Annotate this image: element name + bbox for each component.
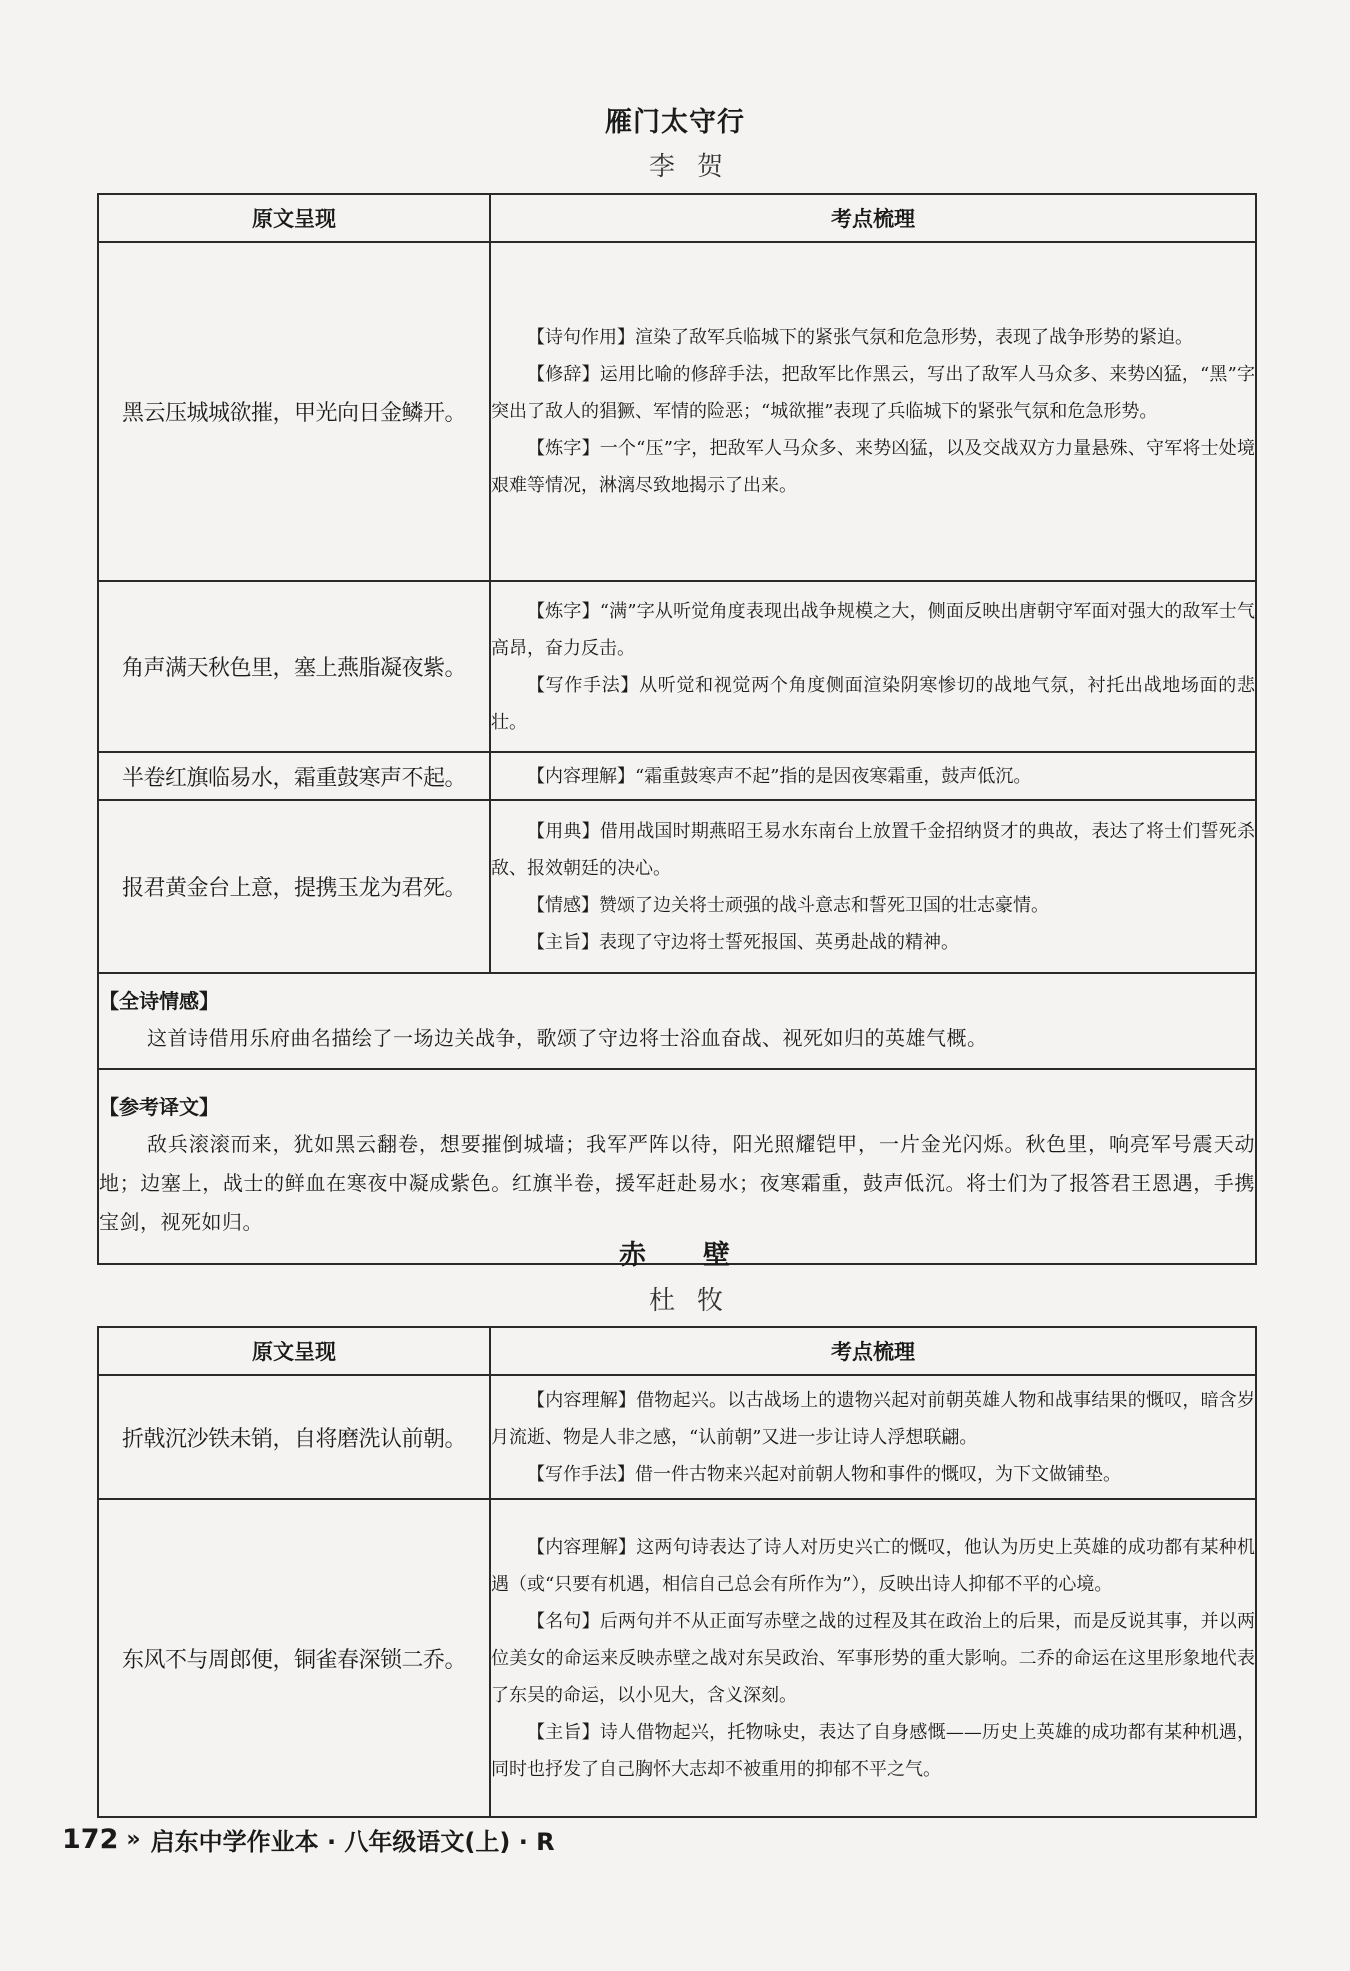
page-footer: [62, 1822, 555, 1857]
emotion-heading: 【全诗情感】: [99, 988, 219, 1013]
table-row: [98, 1375, 1256, 1499]
poem2-table: [97, 1326, 1257, 1818]
note-item: 【炼字】一个“压”字，把敌军人马众多、来势凶猛，以及交战双方力量悬殊、守军将士处境艰难等情况，淋漓尽致地揭示了出来。: [491, 438, 1255, 496]
col-header-original: 原文呈现: [98, 194, 490, 242]
notes-cell: [490, 1499, 1256, 1817]
notes-cell: [490, 1375, 1256, 1499]
table-header-row: [98, 194, 1256, 242]
note-item: 【修辞】运用比喻的修辞手法，把敌军比作黑云，写出了敌军人马众多、来势凶猛，“黑”字突出了敌人的猖獗、军情的险恶；“城欲摧”表现了兵临城下的紧张气氛和危急形势。: [491, 364, 1255, 422]
note-item: 【名句】后两句并不从正面写赤壁之战的过程及其在政治上的后果，而是反说其事，并以两位美女的命运来反映赤壁之战对东吴政治、军事形势的重大影响。二乔的命运在这里形象地代表了东吴的命运，以小见大，含义深刻。: [491, 1610, 1255, 1706]
book-title: 启东中学作业本 · 八年级语文(上) · R: [150, 1828, 555, 1856]
table-header-row: [98, 1327, 1256, 1375]
poem1-table: [97, 193, 1257, 1265]
original-line: 半卷红旗临易水，霜重鼓寒声不起。: [98, 752, 490, 800]
emotion-text: 这首诗借用乐府曲名描绘了一场边关战争，歌颂了守边将士浴血奋战、视死如归的英雄气概。: [147, 1025, 988, 1050]
original-line: 东风不与周郎便，铜雀春深锁二乔。: [98, 1499, 490, 1817]
note-item: 【诗句作用】渲染了敌军兵临城下的紧张气氛和危急形势，表现了战争形势的紧迫。: [527, 327, 1193, 348]
note-item: 【内容理解】这两句诗表达了诗人对历史兴亡的慨叹，他认为历史上英雄的成功都有某种机遇（或“只要有机遇，相信自己总会有所作为”），反映出诗人抑郁不平的心境。: [491, 1536, 1255, 1595]
note-item: 【用典】借用战国时期燕昭王易水东南台上放置千金招纳贤才的典故，表达了将士们誓死杀敌、报效朝廷的决心。: [491, 820, 1255, 879]
poem1-title: 雁门太守行: [605, 107, 745, 138]
table-row: [98, 581, 1256, 752]
notes-cell: [490, 242, 1256, 581]
col-header-original: 原文呈现: [98, 1327, 490, 1375]
note-item: 【主旨】表现了守边将士誓死报国、英勇赴战的精神。: [527, 931, 959, 953]
table-row: [98, 752, 1256, 800]
note-item: 【写作手法】从听觉和视觉两个角度侧面渲染阴寒惨切的战地气氛，衬托出战地场面的悲壮。: [491, 674, 1255, 733]
col-header-notes: 考点梳理: [490, 194, 1256, 242]
note-item: 【主旨】诗人借物起兴，托物咏史，表达了自身感慨——历史上英雄的成功都有某种机遇，同时也抒发了自己胸怀大志却不被重用的抑郁不平之气。: [491, 1721, 1255, 1780]
double-chevron-icon: »: [126, 1827, 141, 1852]
poem2-title: 赤 壁: [619, 1240, 731, 1271]
table-row: [98, 1499, 1256, 1817]
page-number: 172: [62, 1824, 119, 1855]
poem2-author: 杜牧: [648, 1286, 745, 1316]
table-row: [98, 800, 1256, 973]
note-item: 【写作手法】借一件古物来兴起对前朝人物和事件的慨叹，为下文做铺垫。: [527, 1463, 1121, 1485]
emotion-row: [98, 973, 1256, 1069]
note-item: 【内容理解】借物起兴。以古战场上的遗物兴起对前朝英雄人物和战事结果的慨叹，暗含岁月流逝、物是人非之感，“认前朝”又进一步让诗人浮想联翩。: [491, 1389, 1255, 1448]
notes-cell: [490, 800, 1256, 973]
note-item: 【炼字】“满”字从听觉角度表现出战争规模之大，侧面反映出唐朝守军面对强大的敌军士气高昂，奋力反击。: [491, 600, 1255, 659]
poem1-author: 李贺: [648, 152, 745, 182]
notes-cell: [490, 752, 1256, 800]
translation-heading: 【参考译文】: [99, 1095, 219, 1119]
emotion-cell: [98, 973, 1256, 1069]
original-line: 黑云压城城欲摧，甲光向日金鳞开。: [98, 242, 490, 581]
original-line: 角声满天秋色里，塞上燕脂凝夜紫。: [98, 581, 490, 752]
note-item: 【内容理解】“霜重鼓寒声不起”指的是因夜寒霜重，鼓声低沉。: [527, 765, 1032, 787]
table-row: [98, 242, 1256, 581]
original-line: 报君黄金台上意，提携玉龙为君死。: [98, 800, 490, 973]
col-header-notes: 考点梳理: [490, 1327, 1256, 1375]
original-line: 折戟沉沙铁未销，自将磨洗认前朝。: [98, 1375, 490, 1499]
translation-text: 敌兵滚滚而来，犹如黑云翻卷，想要摧倒城墙；我军严阵以待，阳光照耀铠甲，一片金光闪烁。秋色里，响亮军号震天动地；边塞上，战士的鲜血在寒夜中凝成紫色。红旗半卷，援军赶赴易水；夜寒霜重，鼓声低沉。将士们为了报答君王恩遇，手携宝剑，视死如归。: [99, 1132, 1255, 1234]
note-item: 【情感】赞颂了边关将士顽强的战斗意志和誓死卫国的壮志豪情。: [527, 894, 1049, 916]
notes-cell: [490, 581, 1256, 752]
